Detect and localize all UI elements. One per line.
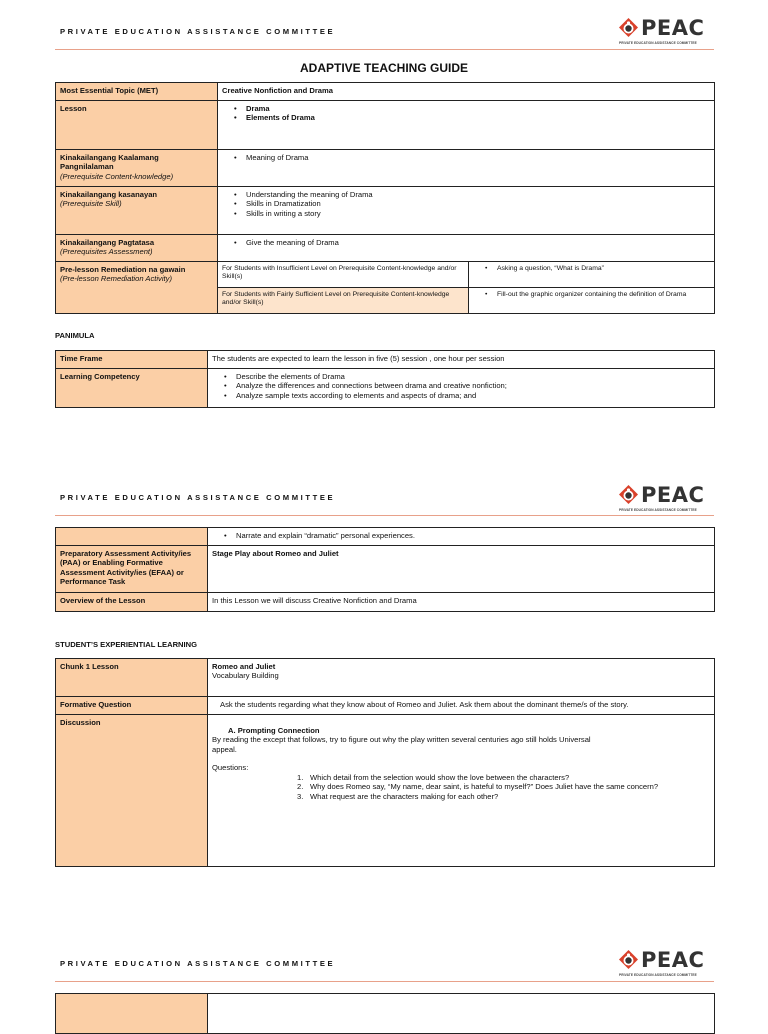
- chunk-value: [208, 659, 715, 697]
- chunk-table: [55, 658, 715, 867]
- lc-item: • Narrate and explain “dramatic” personal experiences.: [212, 531, 710, 540]
- lesson-value: [218, 101, 715, 150]
- ps-item: • Understanding the meaning of Drama: [222, 190, 710, 199]
- learning-competency-value: [208, 369, 715, 408]
- org-header: PRIVATE EDUCATION ASSISTANCE COMMITTEE: [60, 27, 336, 36]
- lesson-item: • Elements of Drama: [222, 113, 710, 122]
- panimula-heading: PANIMULA: [55, 331, 95, 340]
- pck-item: • Meaning of Drama: [222, 153, 710, 162]
- sel-heading: STUDENT’S EXPERIENTIAL LEARNING: [55, 640, 198, 649]
- discussion-heading: A. Prompting Connection: [228, 726, 320, 735]
- timeframe-value: The students are expected to learn the lesson in five (5) session , one hour per session: [208, 351, 715, 369]
- paa-table: [55, 527, 715, 612]
- overview-label: Overview of the Lesson: [56, 593, 208, 612]
- plr-activity-item: • Asking a question, “What is Drama”: [473, 265, 710, 273]
- header-divider: [55, 49, 714, 50]
- panimula-table: [55, 350, 715, 408]
- header-divider: [55, 981, 714, 982]
- ps-label-text: Kinakailangang kasanayan: [60, 190, 158, 199]
- questions-list: [212, 773, 710, 801]
- ps-sublabel: (Prerequisite Skill): [60, 199, 122, 209]
- peac-logo-icon: [618, 949, 639, 970]
- ps-label: [56, 187, 218, 235]
- question-item: 2. Why does Romeo say, “My name, dear saint, is hateful to myself?” Does Juliet have the same concern?: [297, 782, 659, 792]
- formative-question-value: Ask the students regarding what they know about of Romeo and Juliet. Ask them about the dominant theme/s of the story.: [208, 697, 715, 715]
- pa-sublabel: (Prerequisites Assessment): [60, 247, 153, 257]
- peac-logo-icon: [618, 484, 639, 505]
- pck-value: [218, 150, 715, 187]
- pck-sublabel: (Prerequisite Content-knowledge): [60, 171, 174, 181]
- plr-label: [56, 262, 218, 314]
- logo-subtitle: PRIVATE EDUCATION ASSISTANCE COMMITTEE: [619, 41, 697, 45]
- discussion-label: Discussion: [56, 715, 208, 867]
- chunk-label: Chunk 1 Lesson: [56, 659, 208, 697]
- logo-subtitle: PRIVATE EDUCATION ASSISTANCE COMMITTEE: [619, 973, 697, 977]
- lc-continued-value: [208, 528, 715, 546]
- page-title: ADAPTIVE TEACHING GUIDE: [299, 61, 468, 75]
- lesson-label: Lesson: [56, 101, 218, 150]
- plr-label-text: Pre-lesson Remediation na gawain: [60, 265, 186, 274]
- peac-logo: [618, 15, 712, 45]
- pck-label: [56, 150, 218, 187]
- plr-level-fairly-sufficient: For Students with Fairly Sufficient Level on Prerequisite Content-knowledge and/or Skill(s): [218, 288, 469, 314]
- plr-activity-1: [469, 262, 715, 288]
- overview-value: In this Lesson we will discuss Creative Nonfiction and Drama: [208, 593, 715, 612]
- pa-item: • Give the meaning of Drama: [222, 238, 710, 247]
- ps-item: • Skills in Dramatization: [222, 199, 710, 208]
- peac-logo-icon: [618, 17, 639, 38]
- met-value: Creative Nonfiction and Drama: [218, 83, 715, 101]
- logo-word: PEAC: [641, 948, 705, 972]
- discussion-intro: By reading the except that follows, try to figure out why the play written several centuries ago still holds Universal appeal.: [212, 735, 591, 754]
- chunk-title: Romeo and Juliet: [212, 662, 276, 671]
- timeframe-label: Time Frame: [56, 351, 208, 369]
- ps-value: [218, 187, 715, 235]
- continued-table: [55, 993, 715, 1034]
- paa-label: Preparatory Assessment Activity/ies (PAA) or Enabling Formative Assessment Activity/ies (EFAA) or Performance Task: [56, 546, 208, 593]
- org-header: PRIVATE EDUCATION ASSISTANCE COMMITTEE: [60, 959, 336, 968]
- chunk-subtitle: Vocabulary Building: [212, 671, 279, 681]
- pa-value: [218, 235, 715, 262]
- plr-sublabel: (Pre-lesson Remediation Activity): [60, 274, 172, 284]
- paa-value: Stage Play about Romeo and Juliet: [208, 546, 715, 593]
- pa-label-text: Kinakailangang Pagtatasa: [60, 238, 155, 247]
- org-header: PRIVATE EDUCATION ASSISTANCE COMMITTEE: [60, 493, 336, 502]
- plr-level-insufficient: For Students with Insufficient Level on Prerequisite Content-knowledge and/or Skill(s): [218, 262, 469, 288]
- question-item: 3. What request are the characters making for each other?: [297, 791, 499, 801]
- plr-activity-2: [469, 288, 715, 314]
- lc-item: • Describe the elements of Drama: [212, 372, 710, 381]
- lesson-item: • Drama: [222, 104, 710, 113]
- question-item: 1. Which detail from the selection would show the love between the characters?: [297, 772, 570, 782]
- met-table: [55, 82, 715, 314]
- logo-word: PEAC: [641, 483, 705, 507]
- formative-question-label: Formative Question: [56, 697, 208, 715]
- continued-value: [208, 994, 715, 1034]
- pck-label-text: Kinakailangang Kaalamang Pangnilalaman: [60, 153, 159, 172]
- lc-item: • Analyze sample texts according to elements and aspects of drama; and: [212, 391, 710, 400]
- header-divider: [55, 515, 714, 516]
- questions-label: Questions:: [212, 763, 249, 773]
- continued-label: [56, 994, 208, 1034]
- pa-label: [56, 235, 218, 262]
- logo-word: PEAC: [641, 16, 705, 40]
- learning-competency-label: Learning Competency: [56, 369, 208, 408]
- peac-logo: [618, 947, 712, 977]
- plr-activity-item: • Fill-out the graphic organizer containing the definition of Drama: [473, 291, 710, 299]
- logo-subtitle: PRIVATE EDUCATION ASSISTANCE COMMITTEE: [619, 508, 697, 512]
- ps-item: • Skills in writing a story: [222, 209, 710, 218]
- peac-logo: [618, 482, 712, 512]
- discussion-value: [208, 715, 715, 867]
- met-label: Most Essential Topic (MET): [56, 83, 218, 101]
- lc-item: • Analyze the differences and connections between drama and creative nonfiction;: [212, 381, 710, 390]
- lc-continued-label: [56, 528, 208, 546]
